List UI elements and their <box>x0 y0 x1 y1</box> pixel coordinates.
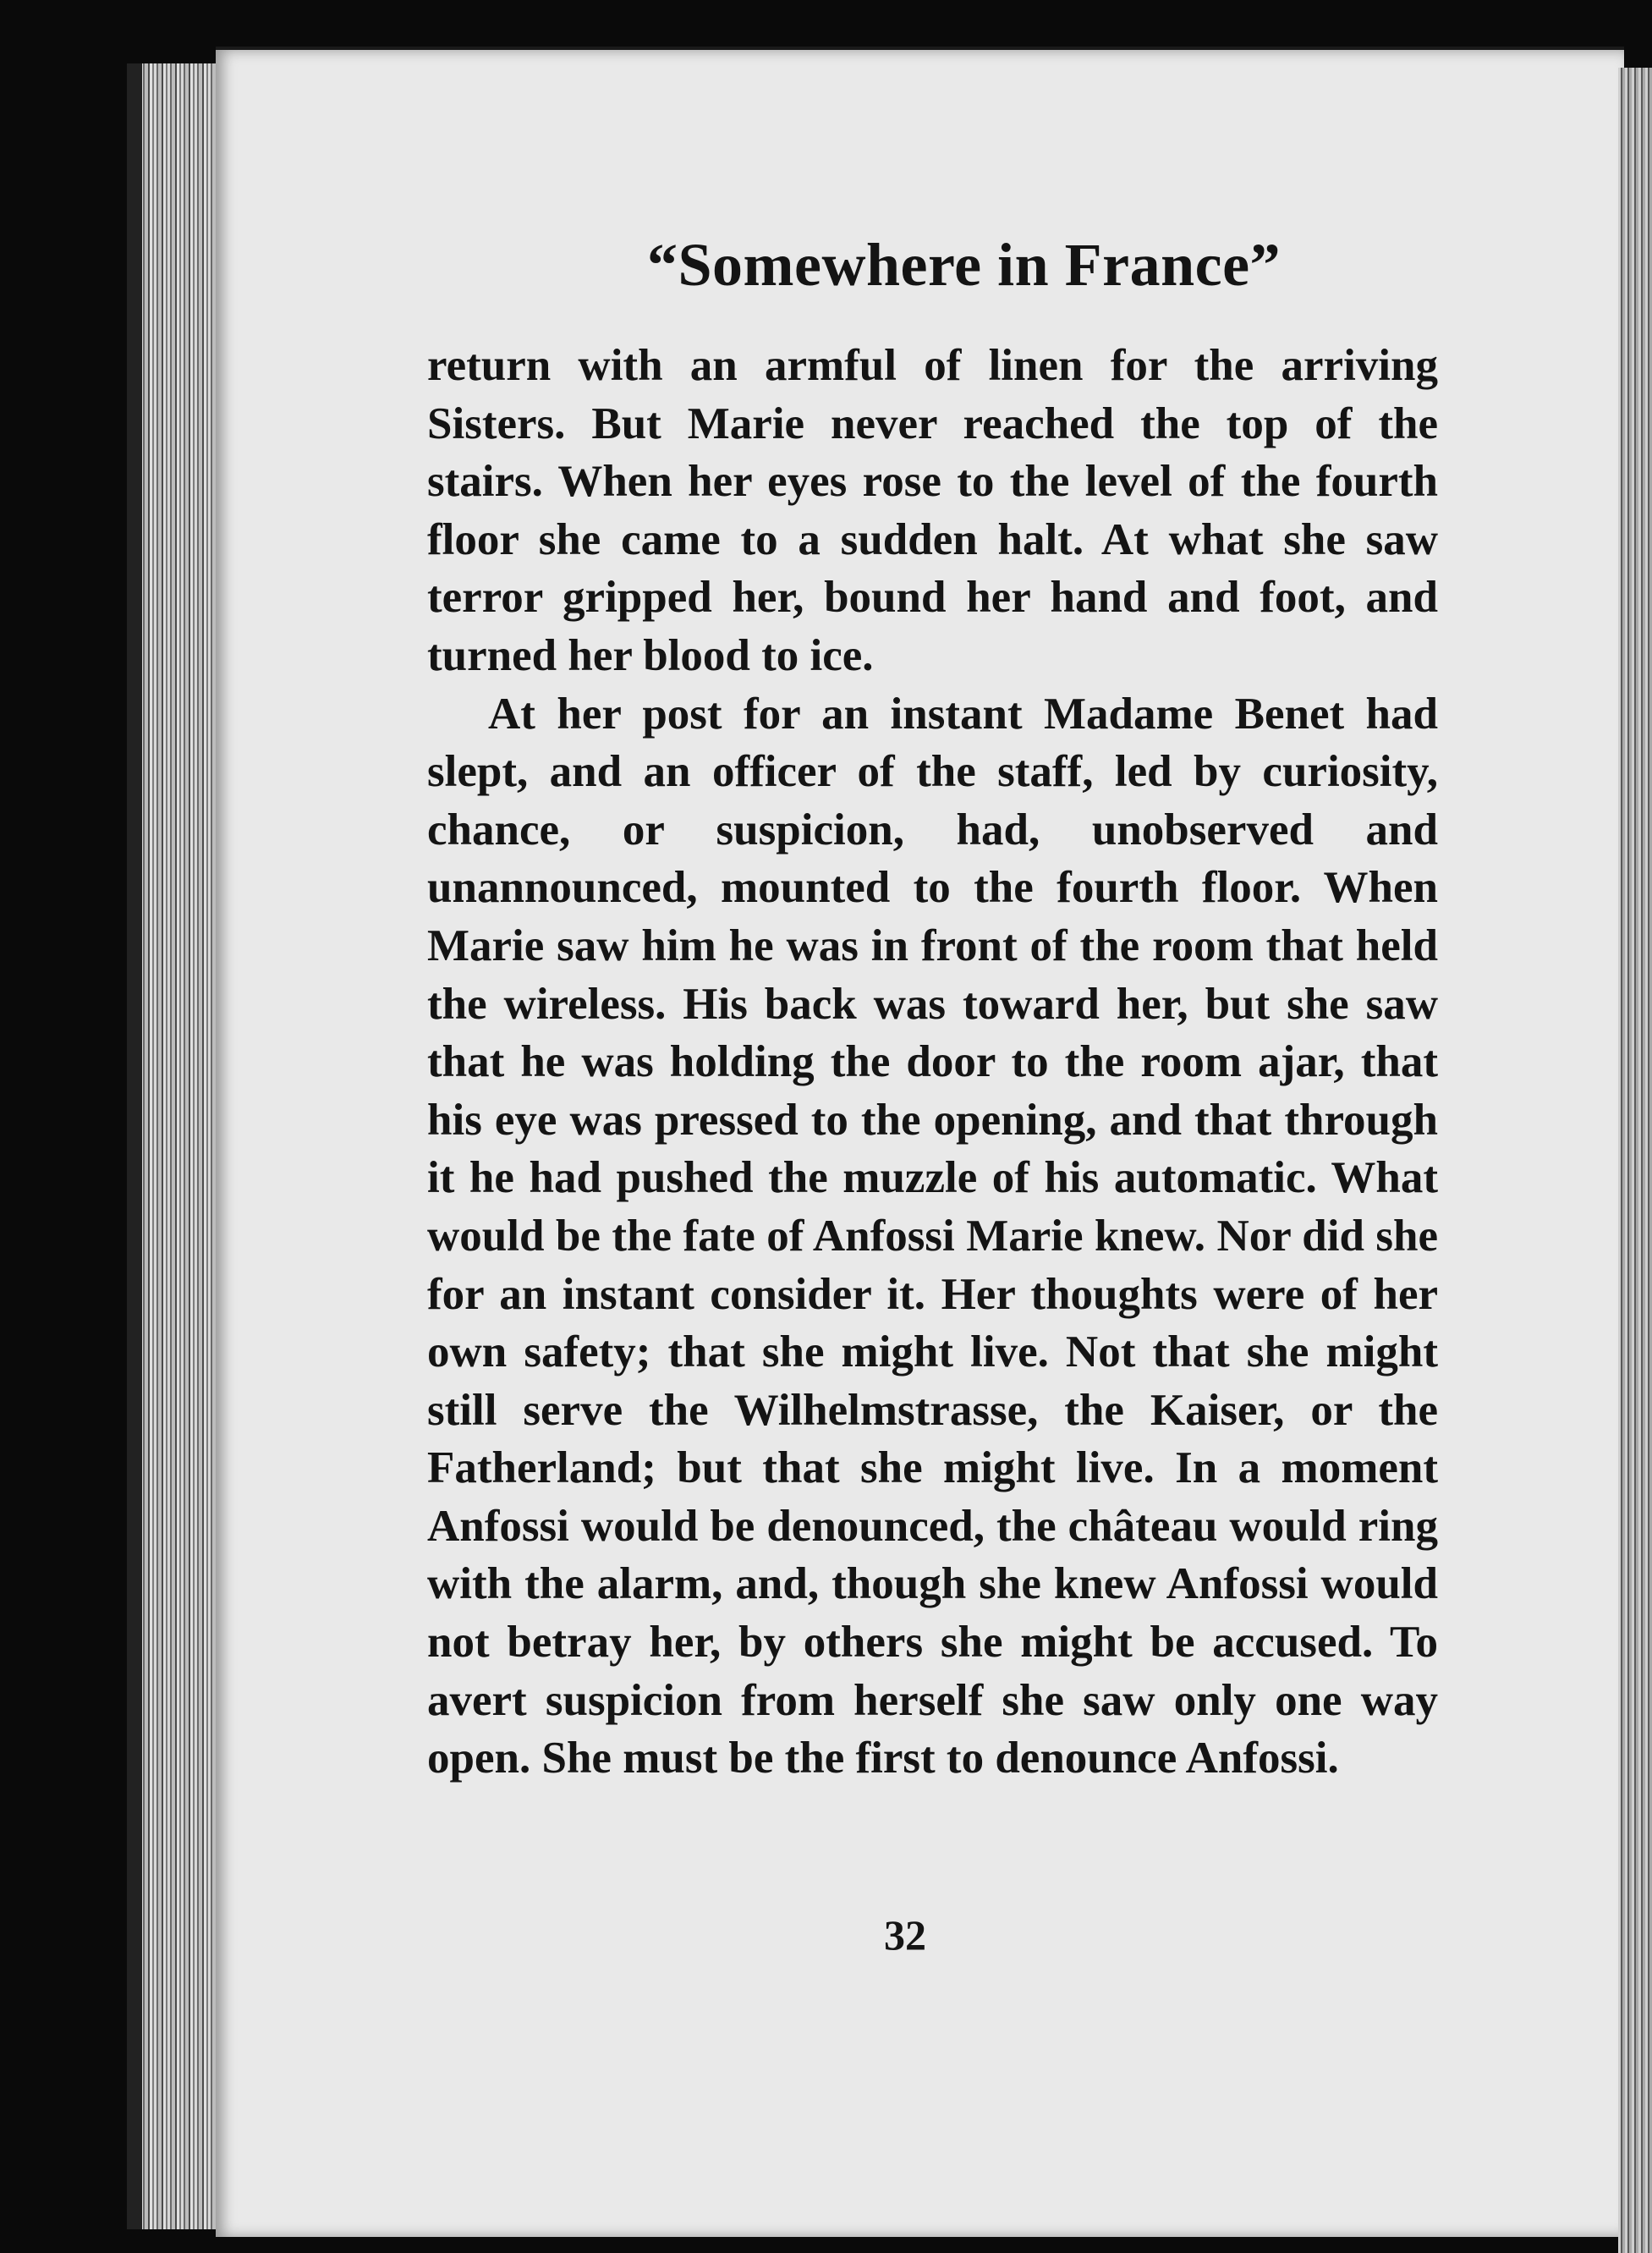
body-text <box>427 337 1438 1788</box>
right-page-edge <box>1618 68 1652 2253</box>
paragraph-2: At her post for an instant Madame Benet had slept, and an officer of the staff, led by curiosity, chance, or suspicion, had, unobserved and unannounced, mounted to the fourth floor. When Marie saw him he was in front of the room that held the wireless. His back was toward her, but she saw that he was holding the door to the room ajar, that his eye was pressed to the opening, and that through it he had pushed the muzzle of his automatic. What would be the fate of Anfossi Marie knew. Nor did she for an instant consider it. Her thoughts were of her own safety; that she might live. Not that she might still serve the Wilhelmstrasse, the Kaiser, or the Fatherland; but that she might live. In a moment Anfossi would be denounced, the château would ring with the alarm, and, though she knew Anfossi would not betray her, by others she might be accused. To avert suspicion from herself she saw only one way open. She must be the first to denounce Anfossi. <box>427 689 1438 1783</box>
paragraph-1: return with an armful of linen for the arriving Sisters. But Marie never reached the top of the stairs. When her eyes rose to the level of the fourth floor she came to a sudden halt. At what she saw terror gripped her, bound her hand and foot, and turned her blood to ice. <box>427 341 1438 680</box>
running-head: “Somewhere in France” <box>647 231 1282 299</box>
spine-shadow <box>127 63 142 2229</box>
page-number: 32 <box>884 1911 926 1959</box>
